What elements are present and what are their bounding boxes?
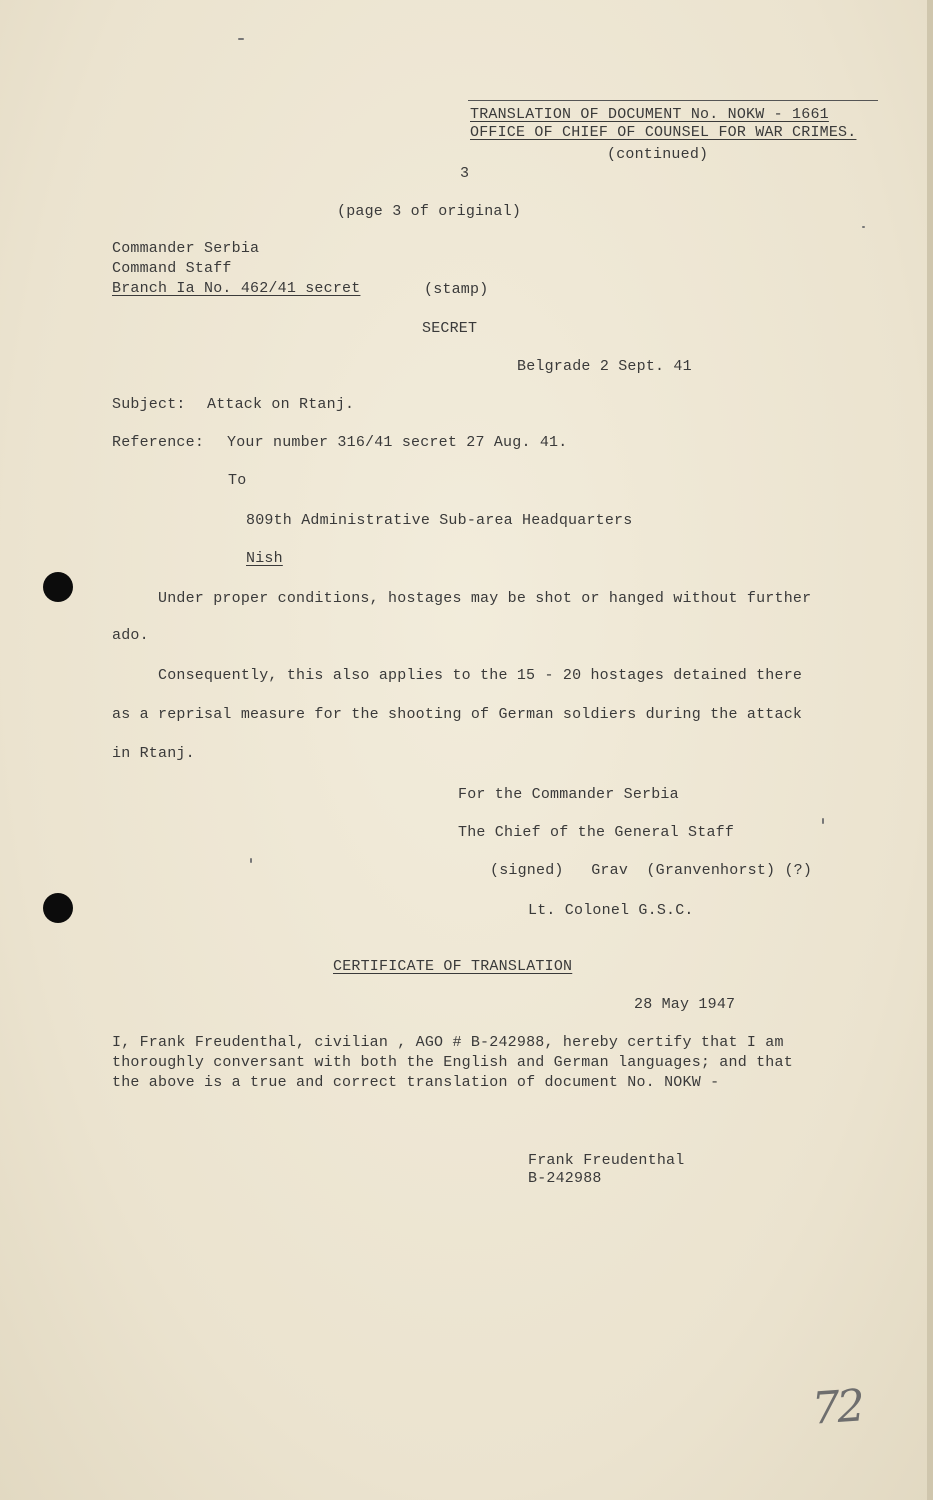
header-title: TRANSLATION OF DOCUMENT No. NOKW - 1661 xyxy=(470,106,829,123)
body-p2-line-1: Consequently, this also applies to the 15 - 20 hostages detained there xyxy=(158,667,803,684)
certificate-line-2: thoroughly conversant with both the English and German languages; and that xyxy=(112,1054,793,1071)
paper-speck xyxy=(238,38,244,40)
certificate-date: 28 May 1947 xyxy=(634,996,736,1013)
signature-line-2: The Chief of the General Staff xyxy=(458,824,735,841)
paper-speck xyxy=(822,818,824,824)
place-date: Belgrade 2 Sept. 41 xyxy=(517,358,692,375)
paper-speck xyxy=(862,226,865,228)
page-edge xyxy=(927,0,933,1500)
signer-id: B-242988 xyxy=(528,1170,602,1187)
signature-line-4: Lt. Colonel G.S.C. xyxy=(528,902,694,919)
header-office: OFFICE OF CHIEF OF COUNSEL FOR WAR CRIMES. xyxy=(470,124,857,141)
recipient-line-2: Nish xyxy=(246,550,283,567)
header-continued: (continued) xyxy=(607,146,709,163)
subject-label: Subject: xyxy=(112,396,186,413)
certificate-line-3: the above is a true and correct translation of document No. NOKW - xyxy=(112,1074,720,1091)
to-label: To xyxy=(228,472,247,489)
header-rule xyxy=(468,100,878,101)
punch-hole-bottom xyxy=(43,893,73,923)
body-p1-line-2: ado. xyxy=(112,627,149,644)
page-of-original: (page 3 of original) xyxy=(337,203,522,220)
reference-label: Reference: xyxy=(112,434,205,451)
body-p2-line-3: in Rtanj. xyxy=(112,745,195,762)
subject-text: Attack on Rtanj. xyxy=(207,396,355,413)
sender-branch: Branch Ia No. 462/41 secret xyxy=(112,280,361,297)
recipient-line-1: 809th Administrative Sub-area Headquarters xyxy=(246,512,633,529)
classification: SECRET xyxy=(422,320,478,337)
certificate-line-1: I, Frank Freudenthal, civilian , AGO # B-242988, hereby certify that I am xyxy=(112,1034,784,1051)
signer-name: Frank Freudenthal xyxy=(528,1152,685,1169)
stamp-note: (stamp) xyxy=(424,281,489,298)
certificate-title: CERTIFICATE OF TRANSLATION xyxy=(333,958,573,975)
handwritten-page-number: 72 xyxy=(810,1380,864,1435)
signature-line-3: (signed) Grav (Granvenhorst) (?) xyxy=(490,862,813,879)
sender-line-1: Commander Serbia xyxy=(112,240,260,257)
body-p2-line-2: as a reprisal measure for the shooting of German soldiers during the attack xyxy=(112,706,803,723)
sender-line-2: Command Staff xyxy=(112,260,232,277)
punch-hole-top xyxy=(43,572,73,602)
paper-speck xyxy=(250,858,252,863)
body-p1-line-1: Under proper conditions, hostages may be shot or hanged without further xyxy=(158,590,812,607)
page-number: 3 xyxy=(460,165,470,182)
signature-line-1: For the Commander Serbia xyxy=(458,786,679,803)
reference-text: Your number 316/41 secret 27 Aug. 41. xyxy=(227,434,568,451)
